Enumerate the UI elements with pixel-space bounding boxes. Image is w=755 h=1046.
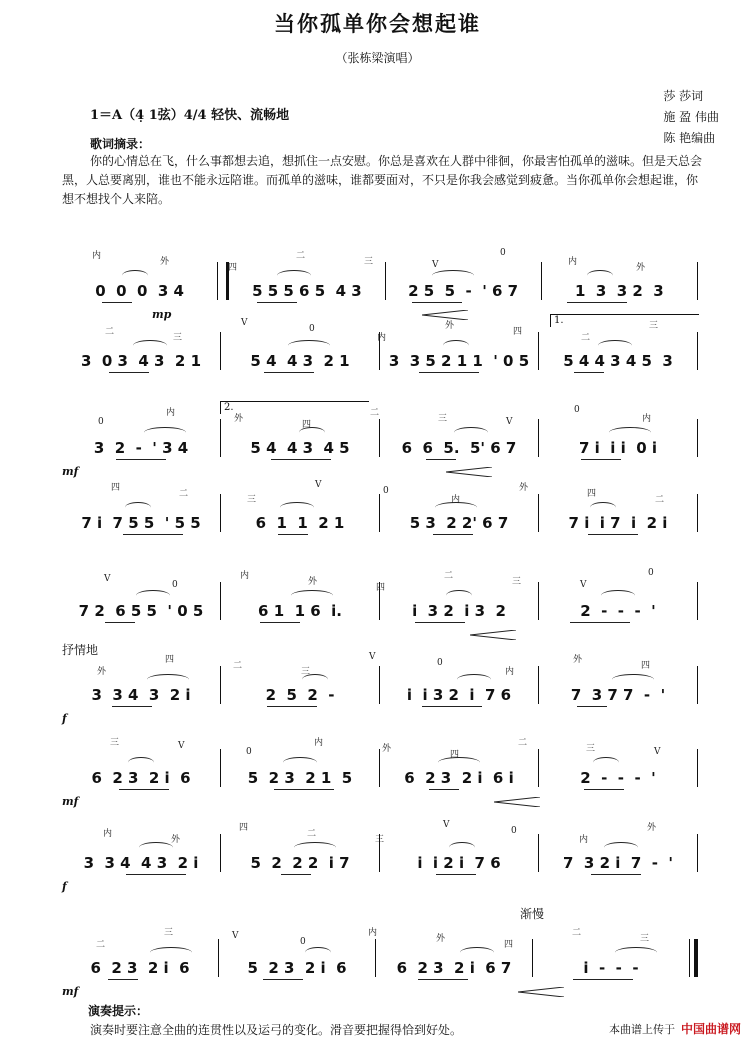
measure-notes: 6 2 3 2 i 6 i <box>404 769 514 787</box>
fingering-mark: 三 <box>375 835 385 845</box>
fingering-mark: 四 <box>376 583 386 593</box>
fingering-mark: 三 <box>301 667 311 677</box>
beam-underline <box>591 874 641 875</box>
measure-notes: i - - - <box>583 959 639 977</box>
beam-underline <box>588 534 638 535</box>
fingering-mark: V <box>654 747 661 757</box>
fingering-mark: 三 <box>110 738 120 748</box>
fingering-mark: 四 <box>165 655 175 665</box>
beam-underline <box>274 789 334 790</box>
measure <box>380 352 538 370</box>
fingering-mark: 内 <box>642 414 652 424</box>
fingering-mark: 外 <box>160 257 170 267</box>
fingering-mark: 三 <box>164 928 174 938</box>
fingering-mark: V <box>443 820 450 830</box>
beam-underline <box>436 874 476 875</box>
beam-underline <box>419 372 479 373</box>
measure-notes: 6 6 5. 5' 6 7 <box>401 439 517 457</box>
measure-notes: 5 5 5 6 5 4 3 <box>252 282 362 300</box>
performance-note: 演奏时要注意全曲的连贯性以及运弓的变化。滑音要把握得恰到好处。 <box>90 1023 463 1037</box>
beam-underline <box>574 372 604 373</box>
measure <box>380 854 538 872</box>
measure <box>221 439 379 457</box>
fingering-mark: 四 <box>587 489 597 499</box>
lyrics-excerpt: 你的心情总在飞，什么事都想去追，想抓住一点安慰。你总是喜欢在人群中徘徊，你最害怕孤单的滋味。但是天总会黑，人总要离别，谁也不能永远陪谁。而孤单的滋味，谁都要面对，不只是你我会感觉到疲惫。当你孤单你会想起谁，你想不想找个人来陪。 <box>62 154 703 206</box>
bar-line <box>697 666 698 704</box>
footer <box>609 1020 741 1037</box>
measure-notes: i i 3 2 i 7 6 <box>406 686 512 704</box>
measure <box>62 602 220 620</box>
score-row <box>62 735 698 808</box>
fingering-mark: 四 <box>111 483 121 493</box>
bar-line <box>697 262 698 300</box>
measure <box>539 769 697 787</box>
score-row <box>62 248 698 321</box>
measure-notes: 6 1 1 6 i. <box>258 602 342 620</box>
notation-line <box>62 666 698 704</box>
hairpin-mark <box>518 987 564 997</box>
fingering-mark: 0 <box>648 568 654 578</box>
bar-line <box>217 262 229 300</box>
fingering-mark: 二 <box>233 661 243 671</box>
fingering-mark: 内 <box>579 835 589 845</box>
fingering-mark: 0 <box>246 747 252 757</box>
fingering-mark: 三 <box>173 333 183 343</box>
measure <box>219 959 375 977</box>
measure-notes: 5 4 4 3 2 1 <box>250 352 350 370</box>
measure <box>221 769 379 787</box>
fingering-mark: 三 <box>640 934 650 944</box>
bar-line <box>697 749 698 787</box>
fingering-mark: 外 <box>519 483 529 493</box>
notation-line <box>62 939 698 977</box>
notation-line <box>62 834 698 872</box>
lyrics-heading: 歌词摘录： <box>90 137 151 151</box>
measure <box>380 769 538 787</box>
measure <box>221 352 379 370</box>
measure <box>221 854 379 872</box>
measure-notes: 2 5 5 - ' 6 7 <box>408 282 519 300</box>
notation-line <box>62 419 698 457</box>
fingering-mark: 0 <box>300 937 306 947</box>
measure <box>539 514 697 532</box>
measure <box>62 959 218 977</box>
measure-notes: 2 - - - ' <box>580 602 656 620</box>
bar-line <box>697 332 698 370</box>
measure-notes: 1 3 3 2 3 <box>575 282 664 300</box>
beam-underline <box>412 302 462 303</box>
measure <box>539 439 697 457</box>
fingering-mark: 二 <box>572 928 582 938</box>
measure <box>62 854 220 872</box>
beam-underline <box>112 706 152 707</box>
fingering-mark: 内 <box>103 829 113 839</box>
beam-underline <box>260 622 300 623</box>
measure <box>376 959 532 977</box>
measure-notes: 2 - - - ' <box>580 769 656 787</box>
measure-notes: 6 1 1 2 1 <box>255 514 345 532</box>
measure-notes: 3 3 5 2 1 1 ' 0 5 <box>388 352 530 370</box>
beam-underline <box>281 874 311 875</box>
performer-subtitle: （张栋梁演唱） <box>335 51 420 65</box>
measure <box>380 514 538 532</box>
fingering-mark: V <box>241 318 248 328</box>
beam-underline <box>433 534 473 535</box>
measure <box>229 282 384 300</box>
beam-underline <box>116 459 166 460</box>
measure <box>380 439 538 457</box>
fingering-mark: 二 <box>444 571 454 581</box>
song-title: 当你孤单你会想起谁 <box>274 11 481 36</box>
beam-underline <box>573 979 633 980</box>
fingering-mark: 三 <box>247 495 257 505</box>
measure-notes: 3 3 4 4 3 2 i <box>83 854 199 872</box>
fingering-mark: 四 <box>302 420 312 430</box>
fingering-mark: 二 <box>105 327 115 337</box>
fingering-mark: 二 <box>518 738 528 748</box>
fingering-mark: 内 <box>505 667 515 677</box>
fingering-mark: 外 <box>382 744 392 754</box>
fingering-mark: 外 <box>636 263 646 273</box>
arranger: 陈 艳编曲 <box>663 131 716 145</box>
measure-notes: 3 0 3 4 3 2 1 <box>80 352 202 370</box>
key-signature: 1＝A（4̣ 1弦）4/4 轻快、流畅地 <box>90 108 290 123</box>
measure <box>539 602 697 620</box>
dynamic-mark: mf <box>62 465 79 478</box>
beam-underline <box>418 979 468 980</box>
fingering-mark: V <box>369 652 376 662</box>
fingering-mark: 0 <box>500 248 506 258</box>
expression-text: 抒情地 <box>62 643 99 657</box>
performance-heading: 演奏提示： <box>88 1004 149 1018</box>
beam-underline <box>581 459 621 460</box>
measure <box>221 686 379 704</box>
fingering-mark: 外 <box>97 667 107 677</box>
fingering-mark: V <box>178 741 185 751</box>
beam-underline <box>415 622 465 623</box>
beam-underline <box>123 534 183 535</box>
measure <box>380 602 538 620</box>
score-row <box>62 925 698 998</box>
fingering-mark: 外 <box>308 577 318 587</box>
fingering-mark: 二 <box>581 333 591 343</box>
measure <box>380 686 538 704</box>
beam-underline <box>584 789 624 790</box>
notation-line <box>62 749 698 787</box>
hairpin-mark <box>446 467 492 477</box>
beam-underline <box>105 622 135 623</box>
measure <box>386 282 541 300</box>
beam-underline <box>567 302 627 303</box>
fingering-mark: 内 <box>451 495 461 505</box>
bar-line <box>697 494 698 532</box>
beam-underline <box>570 622 630 623</box>
fingering-mark: 二 <box>296 251 306 261</box>
measure <box>539 686 697 704</box>
fingering-mark: 内 <box>240 571 250 581</box>
measure <box>62 686 220 704</box>
measure <box>62 282 217 300</box>
fingering-mark: 内 <box>368 928 378 938</box>
measure-notes: 5 3 2 2' 6 7 <box>409 514 509 532</box>
fingering-mark: 外 <box>234 414 244 424</box>
fingering-mark: 0 <box>172 580 178 590</box>
lyricist: 莎 莎词 <box>663 89 704 103</box>
fingering-mark: 0 <box>383 486 389 496</box>
dynamic-mark: mf <box>62 985 79 998</box>
beam-underline <box>109 372 149 373</box>
bar-line <box>697 582 698 620</box>
measure-notes: 6 2 3 2 i 6 <box>91 769 191 787</box>
measure-notes: 6 2 3 2 i 6 7 <box>396 959 512 977</box>
score-row <box>62 315 698 378</box>
notation-line <box>62 494 698 532</box>
fingering-mark: 三 <box>438 414 448 424</box>
fingering-mark: 外 <box>445 321 455 331</box>
volta-1: 1. <box>550 314 699 327</box>
measure <box>539 352 697 370</box>
measure-notes: 7 i i 7 i 2 i <box>568 514 668 532</box>
fingering-mark: 0 <box>437 658 443 668</box>
score-row <box>62 402 698 478</box>
fingering-mark: 0 <box>98 417 104 427</box>
fingering-mark: 外 <box>647 823 657 833</box>
measure-notes: 5 2 3 2 1 5 <box>247 769 353 787</box>
measure <box>62 352 220 370</box>
measure <box>533 959 689 977</box>
fingering-mark: 四 <box>513 327 523 337</box>
measure <box>539 854 697 872</box>
fingering-mark: 四 <box>450 750 460 760</box>
fingering-mark: 二 <box>655 495 665 505</box>
hairpin-mark <box>470 630 516 640</box>
measure-notes: i 3 2 i 3 2 <box>412 602 506 620</box>
measure-notes: 5 2 2 2 i 7 <box>250 854 350 872</box>
fingering-mark: 四 <box>504 940 514 950</box>
beam-underline <box>257 302 297 303</box>
fingering-mark: 0 <box>574 405 580 415</box>
score-row <box>62 480 698 540</box>
score-row <box>62 568 698 628</box>
score-row <box>62 652 698 725</box>
fingering-mark: 内 <box>314 738 324 748</box>
notation-line <box>62 332 698 370</box>
bar-line <box>697 834 698 872</box>
beam-underline <box>429 789 459 790</box>
composer: 施 盈 伟曲 <box>663 110 719 124</box>
fingering-mark: 二 <box>307 829 317 839</box>
measure <box>542 282 697 300</box>
measure-notes: 7 3 7 7 - ' <box>570 686 666 704</box>
bar-line <box>689 939 698 977</box>
fingering-mark: 0 <box>511 826 517 836</box>
fingering-mark: 四 <box>641 661 651 671</box>
fingering-mark: 二 <box>96 940 106 950</box>
credits <box>663 86 719 149</box>
beam-underline <box>264 372 314 373</box>
measure-notes: 7 3 2 i 7 - ' <box>563 854 673 872</box>
fingering-mark: 三 <box>586 744 596 754</box>
beam-underline <box>126 874 186 875</box>
measure <box>62 439 220 457</box>
beam-underline <box>422 706 482 707</box>
notation-line <box>62 262 698 300</box>
expression-text: 渐慢 <box>520 907 545 921</box>
measure-notes: 5 4 4 3 4 5 <box>250 439 350 457</box>
footer-text: 本曲谱上传于 <box>608 1022 675 1036</box>
beam-underline <box>108 979 138 980</box>
fingering-mark: 内 <box>92 251 102 261</box>
measure-notes: 5 2 3 2 i 6 <box>247 959 347 977</box>
beam-underline <box>102 302 132 303</box>
fingering-mark: 内 <box>377 333 387 343</box>
fingering-mark: 四 <box>239 823 249 833</box>
fingering-mark: V <box>232 931 239 941</box>
measure-notes: 3 3 4 3 2 i <box>91 686 191 704</box>
measure-notes: i i 2 i 7 6 <box>417 854 501 872</box>
measure <box>221 602 379 620</box>
measure <box>62 514 220 532</box>
dynamic-mark: f <box>62 712 67 725</box>
fingering-mark: 二 <box>370 408 380 418</box>
fingering-mark: 二 <box>179 489 189 499</box>
volta-2: 2. <box>220 401 369 414</box>
beam-underline <box>278 534 308 535</box>
measure-notes: 5 4 4 3 4 5 3 <box>563 352 673 370</box>
beam-underline <box>426 459 456 460</box>
measure-notes: 7 i i i 0 i <box>579 439 657 457</box>
site-logo[interactable]: 中国曲谱网 <box>680 1022 741 1036</box>
fingering-mark: V <box>104 574 111 584</box>
measure-notes: 3 2 - ' 3 4 <box>93 439 189 457</box>
notation-line <box>62 582 698 620</box>
measure-notes: 2 5 2 - <box>265 686 335 704</box>
fingering-mark: 内 <box>568 257 578 267</box>
beam-underline <box>119 789 169 790</box>
fingering-mark: V <box>432 260 439 270</box>
measure <box>62 769 220 787</box>
fingering-mark: 外 <box>436 934 446 944</box>
fingering-mark: V <box>580 580 587 590</box>
fingering-mark: V <box>506 417 513 427</box>
measure-notes: 0 0 0 3 4 <box>95 282 184 300</box>
dynamic-mark: mp <box>152 308 172 321</box>
fingering-mark: 0 <box>309 324 315 334</box>
fingering-mark: 三 <box>364 257 374 267</box>
dynamic-mark: f <box>62 880 67 893</box>
fingering-mark: 外 <box>573 655 583 665</box>
fingering-mark: 内 <box>166 408 176 418</box>
beam-underline <box>271 459 331 460</box>
fingering-mark: 三 <box>649 321 659 331</box>
fingering-mark: 三 <box>512 577 522 587</box>
beam-underline <box>263 979 303 980</box>
beam-underline <box>577 706 607 707</box>
beam-underline <box>267 706 317 707</box>
measure <box>221 514 379 532</box>
measure-notes: 6 2 3 2 i 6 <box>90 959 190 977</box>
bar-line <box>697 419 698 457</box>
score-row <box>62 820 698 893</box>
dynamic-mark: mf <box>62 795 79 808</box>
fingering-mark: 四 <box>228 263 238 273</box>
measure-notes: 7 2 6 5 5 ' 0 5 <box>78 602 204 620</box>
fingering-mark: 外 <box>171 835 181 845</box>
hairpin-mark <box>494 797 540 807</box>
fingering-mark: V <box>315 480 322 490</box>
measure-notes: 7 i 7 5 5 ' 5 5 <box>81 514 201 532</box>
